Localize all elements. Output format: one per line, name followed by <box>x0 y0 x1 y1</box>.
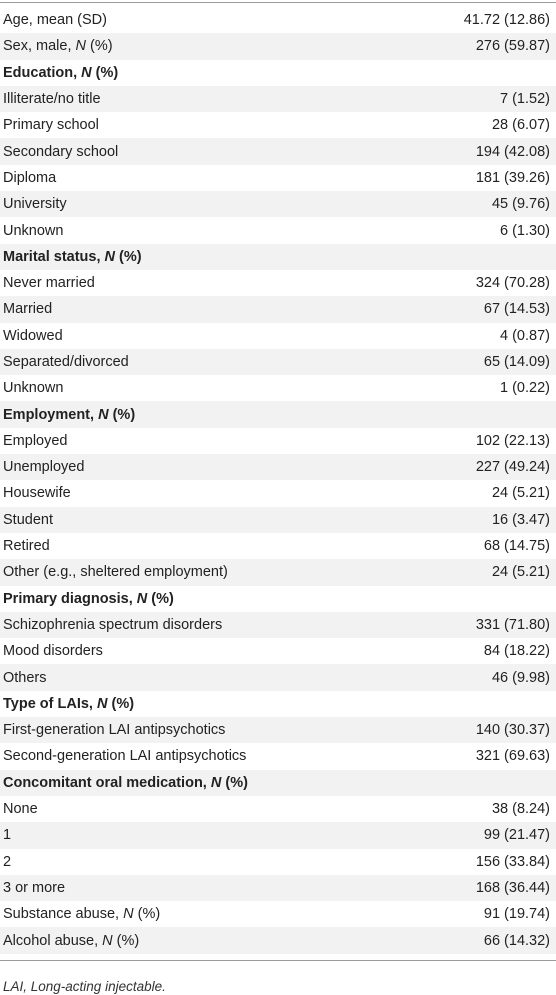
row-label: Primary school <box>3 117 99 134</box>
row-label: Widowed <box>3 327 63 344</box>
section-header-row <box>0 60 556 86</box>
table-row <box>0 191 556 217</box>
row-value: 66 (14.32) <box>483 932 550 949</box>
row-value: 65 (14.09) <box>483 354 550 370</box>
row-label-part: (%) <box>115 248 142 265</box>
row-label: Employed <box>3 432 68 449</box>
row-value: 181 (39.26) <box>475 169 550 186</box>
row-label: Other (e.g., sheltered employment) <box>3 564 228 581</box>
row-label: Unknown <box>3 222 64 239</box>
section-header-row <box>0 401 556 427</box>
table-row <box>0 559 556 585</box>
row-value: 45 (9.76) <box>491 196 550 213</box>
row-label: Unemployed <box>3 459 85 476</box>
row-value: 102 (22.13) <box>475 432 550 449</box>
row-label-part: (%) <box>147 590 174 607</box>
table-row <box>0 138 556 164</box>
row-label: 3 or more <box>3 879 66 896</box>
row-value: 324 (70.28) <box>475 275 550 292</box>
row-value: 1 (0.22) <box>500 380 550 397</box>
row-label-part: Sex, male, <box>3 38 76 55</box>
row-value: 140 (30.37) <box>475 722 550 739</box>
row-value: 46 (9.98) <box>491 669 550 686</box>
row-value: 168 (36.44) <box>475 879 550 896</box>
row-label-part: (%) <box>107 695 135 712</box>
section-header-row <box>0 244 556 270</box>
row-value: 16 (3.47) <box>491 511 550 528</box>
table-row <box>0 480 556 506</box>
table-row <box>0 428 556 454</box>
section-header-label <box>0 586 174 612</box>
row-label-part: N <box>81 64 92 81</box>
table-row <box>0 822 556 848</box>
row-label: Unknown <box>3 380 64 397</box>
row-label-part: Primary diagnosis, <box>3 590 137 607</box>
row-value: 28 (6.07) <box>491 117 550 134</box>
row-label: 2 <box>3 853 12 870</box>
row-label: Housewife <box>3 485 71 502</box>
table-row <box>0 323 556 349</box>
row-label-part: N <box>97 695 108 712</box>
row-label-part: (%) <box>112 932 140 949</box>
table-row <box>0 296 556 322</box>
row-label-part: Type of LAIs, <box>3 695 97 712</box>
section-header-label <box>0 402 135 428</box>
section-header-row <box>0 770 556 796</box>
row-label-part: N <box>136 590 148 607</box>
table-row <box>0 901 556 927</box>
table-row <box>0 270 556 296</box>
row-value: 6 (1.30) <box>500 222 550 239</box>
table-row <box>0 86 556 112</box>
row-label-part: (%) <box>108 406 136 423</box>
row-value: 331 (71.80) <box>475 616 550 633</box>
table-row <box>0 349 556 375</box>
row-value: 156 (33.84) <box>475 853 550 870</box>
row-value: 321 (69.63) <box>475 748 550 765</box>
row-label-part: Alcohol abuse, <box>3 932 103 949</box>
row-label-part: Substance abuse, <box>3 906 124 923</box>
row-value: 67 (14.53) <box>483 301 550 318</box>
table-row <box>0 638 556 664</box>
row-value: 41.72 (12.86) <box>463 12 550 29</box>
row-label-part: N <box>123 906 134 923</box>
footnote-text: , Long-acting injectable. <box>23 978 166 994</box>
row-label: Student <box>3 511 53 528</box>
row-label-part: N <box>210 774 222 791</box>
row-value: 99 (21.47) <box>483 827 550 844</box>
table-row <box>0 112 556 138</box>
row-value: 276 (59.87) <box>475 38 550 55</box>
table-row <box>0 612 556 638</box>
table-body <box>0 3 556 954</box>
table-row <box>0 743 556 769</box>
row-label-part: N <box>104 248 116 265</box>
row-label <box>0 928 139 954</box>
table-row <box>0 533 556 559</box>
row-label-part: N <box>98 406 109 423</box>
row-label: First-generation LAI antipsychotics <box>3 722 226 739</box>
row-value: 227 (49.24) <box>475 459 550 476</box>
row-label: Schizophrenia spectrum disorders <box>3 616 223 633</box>
section-header-label <box>0 60 118 86</box>
table-row <box>0 849 556 875</box>
row-label: 1 <box>3 827 12 844</box>
row-label: Age, mean (SD) <box>3 12 107 29</box>
row-label: Mood disorders <box>3 643 103 660</box>
row-label-part: Employment, <box>3 406 99 423</box>
table-footnote <box>0 969 556 994</box>
row-label: Others <box>3 669 47 686</box>
table-row <box>0 875 556 901</box>
row-label: Illiterate/no title <box>3 91 101 108</box>
row-label-part: N <box>102 932 113 949</box>
row-label: Secondary school <box>3 143 119 160</box>
table-row <box>0 717 556 743</box>
section-header-label <box>0 770 248 796</box>
section-header-label <box>0 244 142 270</box>
row-label: University <box>3 196 67 213</box>
table-row <box>0 927 556 953</box>
row-label-part: (%) <box>86 38 113 55</box>
row-value: 84 (18.22) <box>483 643 550 660</box>
table-row <box>0 454 556 480</box>
row-label: Married <box>3 301 53 318</box>
table-row <box>0 664 556 690</box>
section-header-row <box>0 586 556 612</box>
row-value: 38 (8.24) <box>491 801 550 818</box>
row-value: 24 (5.21) <box>491 564 550 581</box>
section-header-label <box>0 691 134 717</box>
row-value: 4 (0.87) <box>500 327 550 344</box>
row-label: Diploma <box>3 169 57 186</box>
table-row <box>0 7 556 33</box>
row-value: 24 (5.21) <box>491 485 550 502</box>
row-value: 91 (19.74) <box>483 906 550 923</box>
row-label <box>0 33 113 59</box>
row-value: 194 (42.08) <box>475 143 550 160</box>
table-row <box>0 796 556 822</box>
row-label: Separated/divorced <box>3 354 129 370</box>
row-label-part: (%) <box>221 774 248 791</box>
row-label-part: Concomitant oral medication, <box>3 774 211 791</box>
table-row <box>0 165 556 191</box>
row-label: None <box>3 801 38 818</box>
row-label-part: N <box>75 38 87 55</box>
row-label <box>0 901 160 927</box>
row-label: Retired <box>3 538 50 555</box>
row-value: 7 (1.52) <box>500 91 550 108</box>
row-label-part: (%) <box>91 64 119 81</box>
footnote-abbreviation: LAI <box>3 978 24 994</box>
row-value: 68 (14.75) <box>483 538 550 555</box>
section-header-row <box>0 691 556 717</box>
table-row <box>0 217 556 243</box>
row-label-part: Education, <box>3 64 82 81</box>
row-label: Second-generation LAI antipsychotics <box>3 748 247 765</box>
table-row <box>0 375 556 401</box>
table-row <box>0 33 556 59</box>
row-label-part: (%) <box>133 906 161 923</box>
row-label-part: Marital status, <box>3 248 105 265</box>
table-row <box>0 507 556 533</box>
row-label: Never married <box>3 275 95 292</box>
bottom-rule <box>0 960 556 961</box>
